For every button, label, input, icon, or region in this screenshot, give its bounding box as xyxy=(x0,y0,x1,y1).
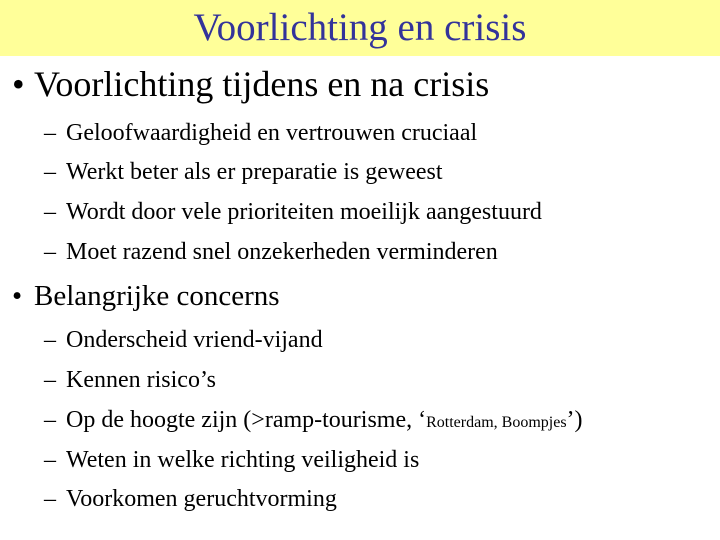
sub-text-small: Rotterdam, Boompjes xyxy=(426,414,567,431)
sub-dash: – xyxy=(44,486,56,512)
sub-text-mixed xyxy=(66,405,583,438)
bullet-dot: • xyxy=(12,280,23,312)
sub-text-prefix: Op de hoogte zijn (>ramp-tourisme, ‘ xyxy=(66,407,427,433)
sub-dash: – xyxy=(44,159,56,185)
sub-dash: – xyxy=(44,447,56,473)
sub-dash: – xyxy=(44,199,56,225)
sub-dash: – xyxy=(44,120,56,146)
sub-text: Kennen risico’s xyxy=(66,367,216,393)
sub-text: Onderscheid vriend-vijand xyxy=(66,327,323,353)
sub-text: Weten in welke richting veiligheid is xyxy=(66,447,420,473)
slide-title: Voorlichting en crisis xyxy=(193,6,527,49)
sub-dash: – xyxy=(44,367,56,393)
sub-text-suffix: ’) xyxy=(566,407,583,433)
sub-dash: – xyxy=(44,407,56,433)
sub-text: Geloofwaardigheid en vertrouwen cruciaal xyxy=(66,120,478,146)
bullet-text: Voorlichting tijdens en na crisis xyxy=(34,64,490,104)
sub-dash: – xyxy=(44,239,56,265)
sub-text: Voorkomen geruchtvorming xyxy=(66,486,337,512)
sub-dash: – xyxy=(44,327,56,353)
sub-text: Wordt door vele prioriteiten moeilijk aangestuurd xyxy=(66,199,542,225)
bullet-dot: • xyxy=(12,64,25,104)
sub-text: Moet razend snel onzekerheden verminderen xyxy=(66,239,498,265)
bullet-text: Belangrijke concerns xyxy=(34,280,280,312)
sub-text: Werkt beter als er preparatie is geweest xyxy=(66,159,443,185)
